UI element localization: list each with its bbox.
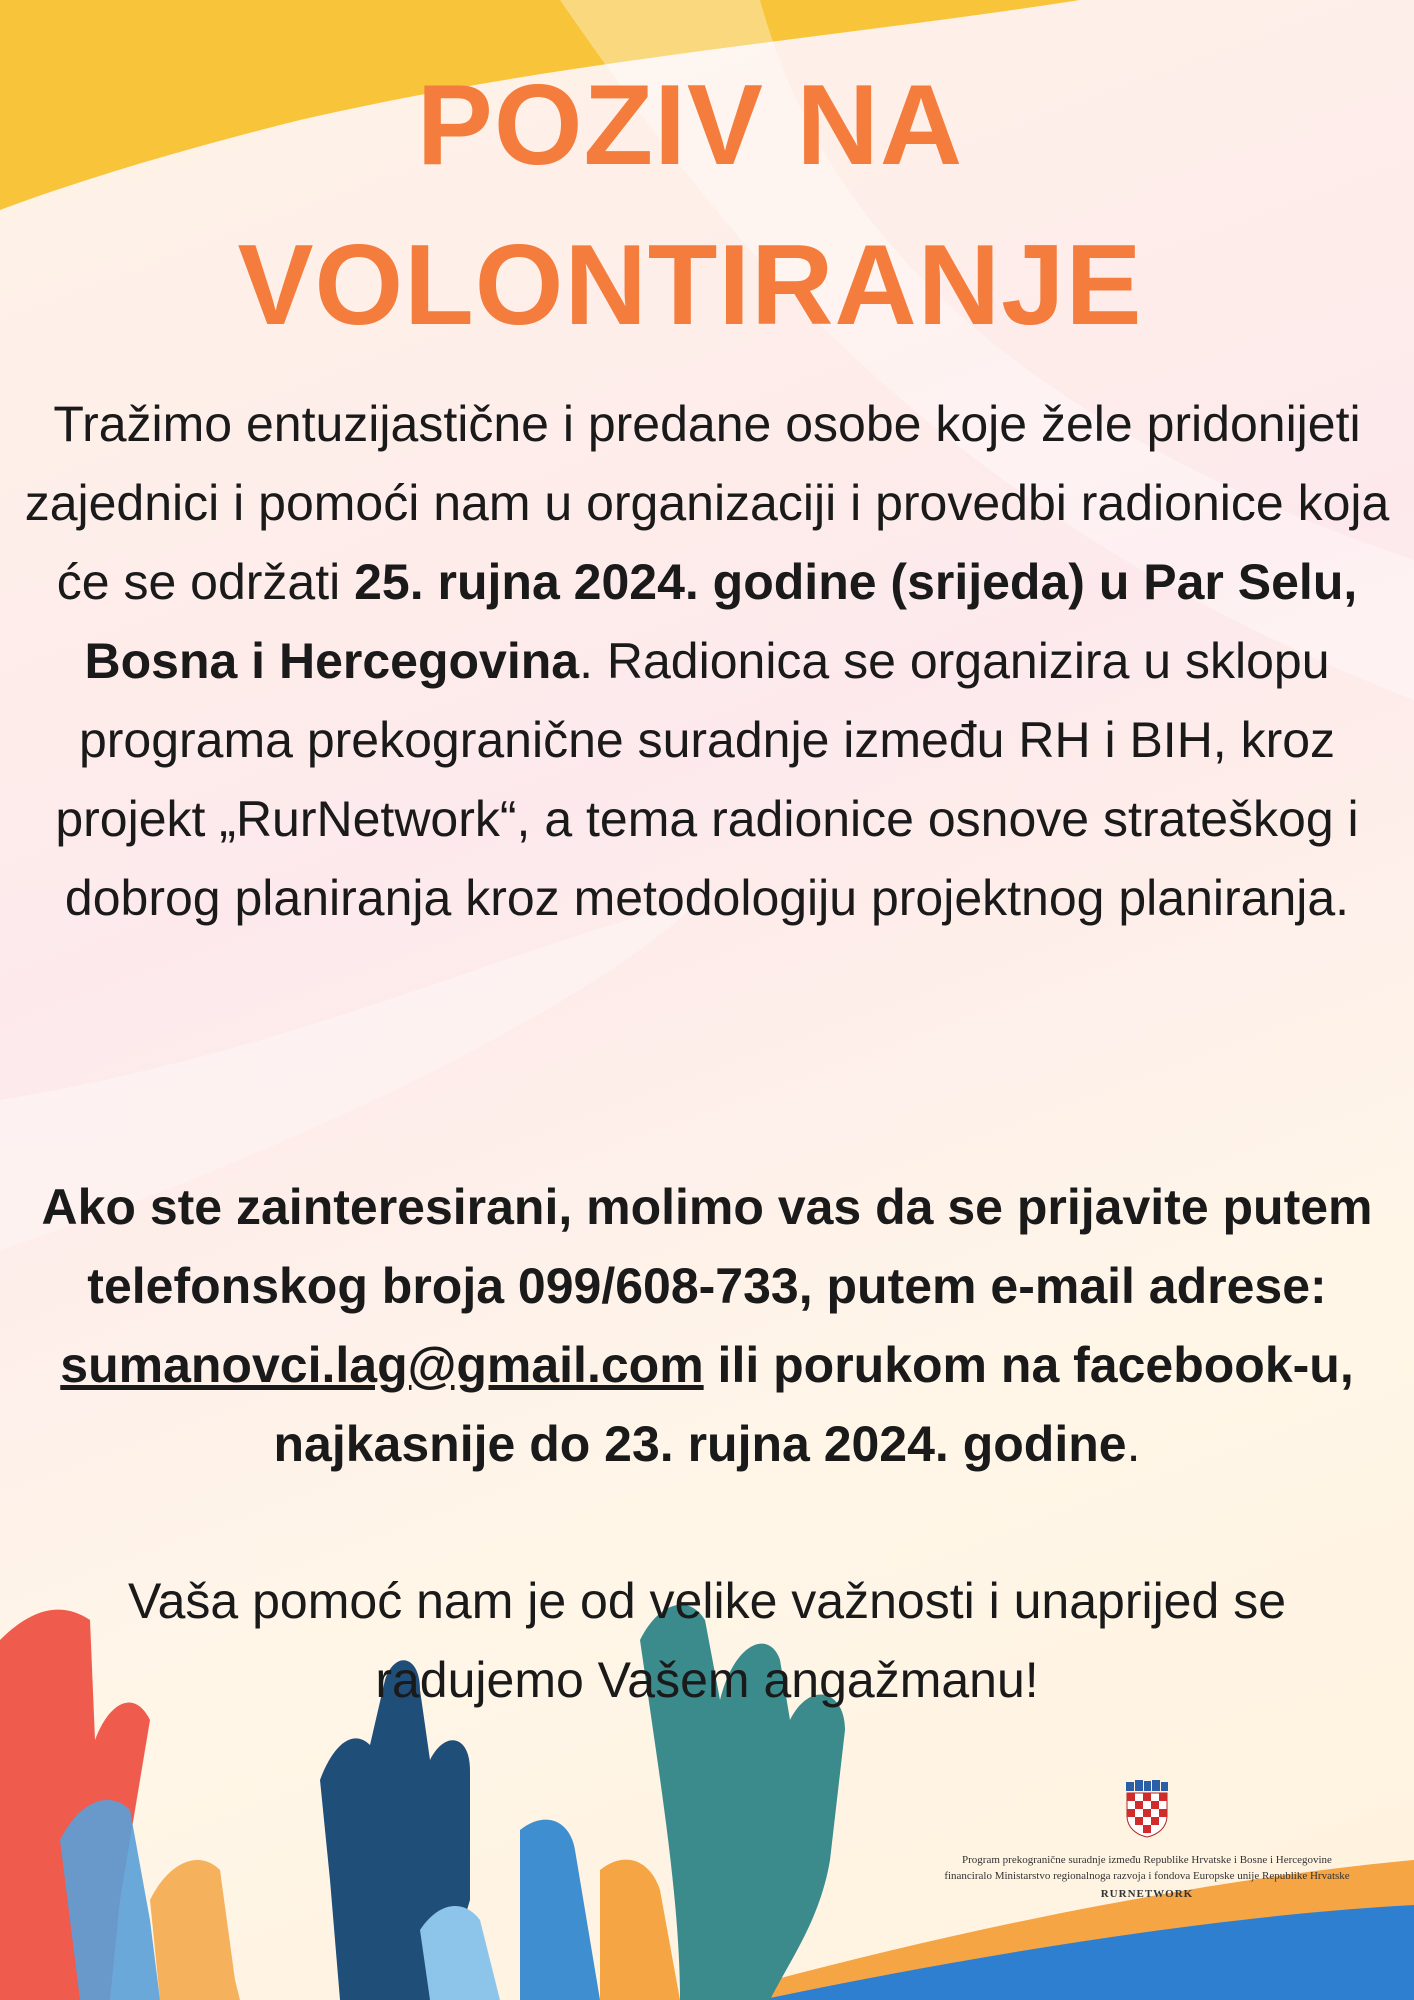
title-line-1: POZIV NA (416, 62, 964, 189)
apply-text-after: ili porukom na facebook-u, najkasnije do 23. rujna 2024. godine (273, 1337, 1354, 1472)
page-title (0, 46, 1380, 366)
closing-text: Vaša pomoć nam je od velike važnosti i unaprijed se radujemo Vašem angažmanu! (127, 1573, 1287, 1708)
footer-line-1: Program prekogranične suradnje između Republike Hrvatske i Bosne i Hercegovine (962, 1854, 1332, 1866)
intro-text-after: . Radionica se organizira u sklopu programa prekogranične suradnje između RH i BIH, kroz projekt „RurNetwork“, a tema radionice osnove strateškog i dobrog planiranja kroz metodologiju projektnog planiranja. (55, 633, 1359, 926)
footer-line-2: financiralo Ministarstvo regionalnoga razvoja i fondova Europske unije Republike Hrvatske (944, 1870, 1350, 1882)
crown (1126, 1780, 1168, 1791)
intro-text-before: Tražimo entuzijastične i predane osobe koje žele pridonijeti zajednici i pomoći nam u organizaciji i provedbi radionice koja će se održati (24, 396, 1390, 610)
apply-end: . (1126, 1416, 1141, 1472)
croatian-coat-of-arms-icon (1124, 1780, 1170, 1838)
apply-paragraph (20, 1168, 1394, 1484)
funding-footer (900, 1780, 1394, 1900)
closing-paragraph (20, 1562, 1394, 1720)
footer-project-name: RURNETWORK (1100, 1888, 1194, 1900)
title-line-2: VOLONTIRANJE (237, 222, 1143, 349)
apply-text-before: Ako ste zainteresirani, molimo vas da se prijavite putem telefonskog broja 099/608-733, putem e-mail adrese: (41, 1179, 1373, 1314)
intro-event-details: 25. rujna 2024. godine (srijeda) u Par Selu, Bosna i Hercegovina (84, 554, 1358, 689)
email-link[interactable]: sumanovci.lag@gmail.com (60, 1337, 704, 1393)
intro-paragraph (20, 385, 1394, 938)
